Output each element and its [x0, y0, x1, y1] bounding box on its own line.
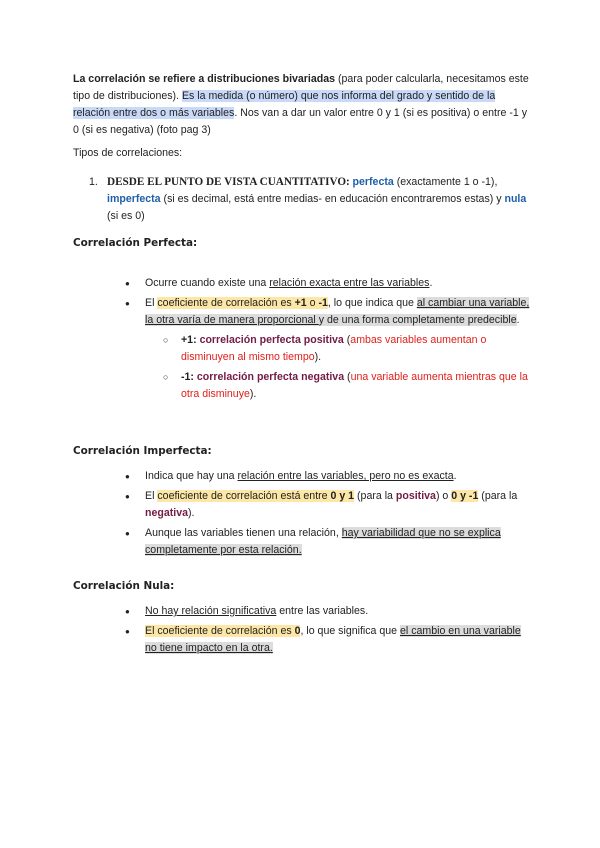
perfecta-heading — [73, 235, 533, 252]
perfecta-label: perfecta — [352, 176, 394, 188]
imperfecta-list — [73, 468, 533, 559]
intro-lead: La correlación se refiere a distribuciones bivariadas — [73, 73, 336, 85]
list-item: ● Ocurre cuando existe una relación exacta entre las variables. — [73, 275, 533, 292]
list-item: ● El coeficiente de correlación es 0, lo que significa que el cambio en una variable no tiene impacto en la otra. — [73, 623, 533, 657]
list-item: ● Aunque las variables tienen una relación, hay variabilidad que no se explica completamente por esta relación. — [73, 525, 533, 559]
imperfecta-desc: (si es decimal, está entre medias- en educación encontraremos estas) y — [160, 193, 505, 205]
perfecta-desc: (exactamente 1 o -1), — [393, 176, 498, 188]
nula-desc: (si es 0) — [107, 210, 145, 222]
intro-highlight: Es la medida (o número) que nos informa del grado y sentido de la relación entre dos o más variables — [73, 90, 496, 119]
imperfecta-label: imperfecta — [107, 193, 161, 205]
tipos-label — [73, 145, 533, 162]
nula-heading-text: Correlación Nula: — [73, 580, 175, 592]
nula-label: nula — [504, 193, 527, 205]
list-item: ● No hay relación significativa entre las variables. — [73, 603, 533, 620]
intro-text: (para poder calcularla, necesitamos este tipo de distribuciones). — [73, 73, 529, 102]
perfecta-list — [73, 275, 533, 403]
tipos-text: Tipos de correlaciones: — [73, 147, 183, 159]
imperfecta-heading-text: Correlación Imperfecta: — [73, 445, 212, 457]
list-item: ● El coeficiente de correlación está entre 0 y 1 (para la positiva) o 0 y -1 (para la negativa). — [73, 488, 533, 522]
imperfecta-heading — [73, 443, 533, 460]
intro-paragraph — [73, 71, 533, 139]
list-item: ● Indica que hay una relación entre las variables, pero no es exacta. — [73, 468, 533, 485]
list-item: ○ -1: correlación perfecta negativa (una variable aumenta mientras que la otra disminuye). — [73, 369, 533, 403]
intro-rest: . Nos van a dar un valor entre 0 y 1 (si es positiva) o entre -1 y 0 (si es negativa) (foto pag 3) — [73, 107, 527, 136]
item-number: 1. — [89, 176, 98, 188]
list-item: ○ +1: correlación perfecta positiva (ambas variables aumentan o disminuyen al mismo tiempo). — [73, 332, 533, 366]
perfecta-heading-text: Correlación Perfecta: — [73, 237, 198, 249]
nula-heading — [73, 578, 533, 595]
list-item: ● El coeficiente de correlación es +1 o -1, lo que indica que al cambiar una variable, la otra varía de manera proporcional y de una forma completamente predecible. — [73, 295, 533, 329]
cuantitativo-title: DESDE EL PUNTO DE VISTA CUANTITATIVO: — [107, 176, 353, 188]
numbered-item — [73, 174, 533, 225]
nula-list — [73, 603, 533, 657]
